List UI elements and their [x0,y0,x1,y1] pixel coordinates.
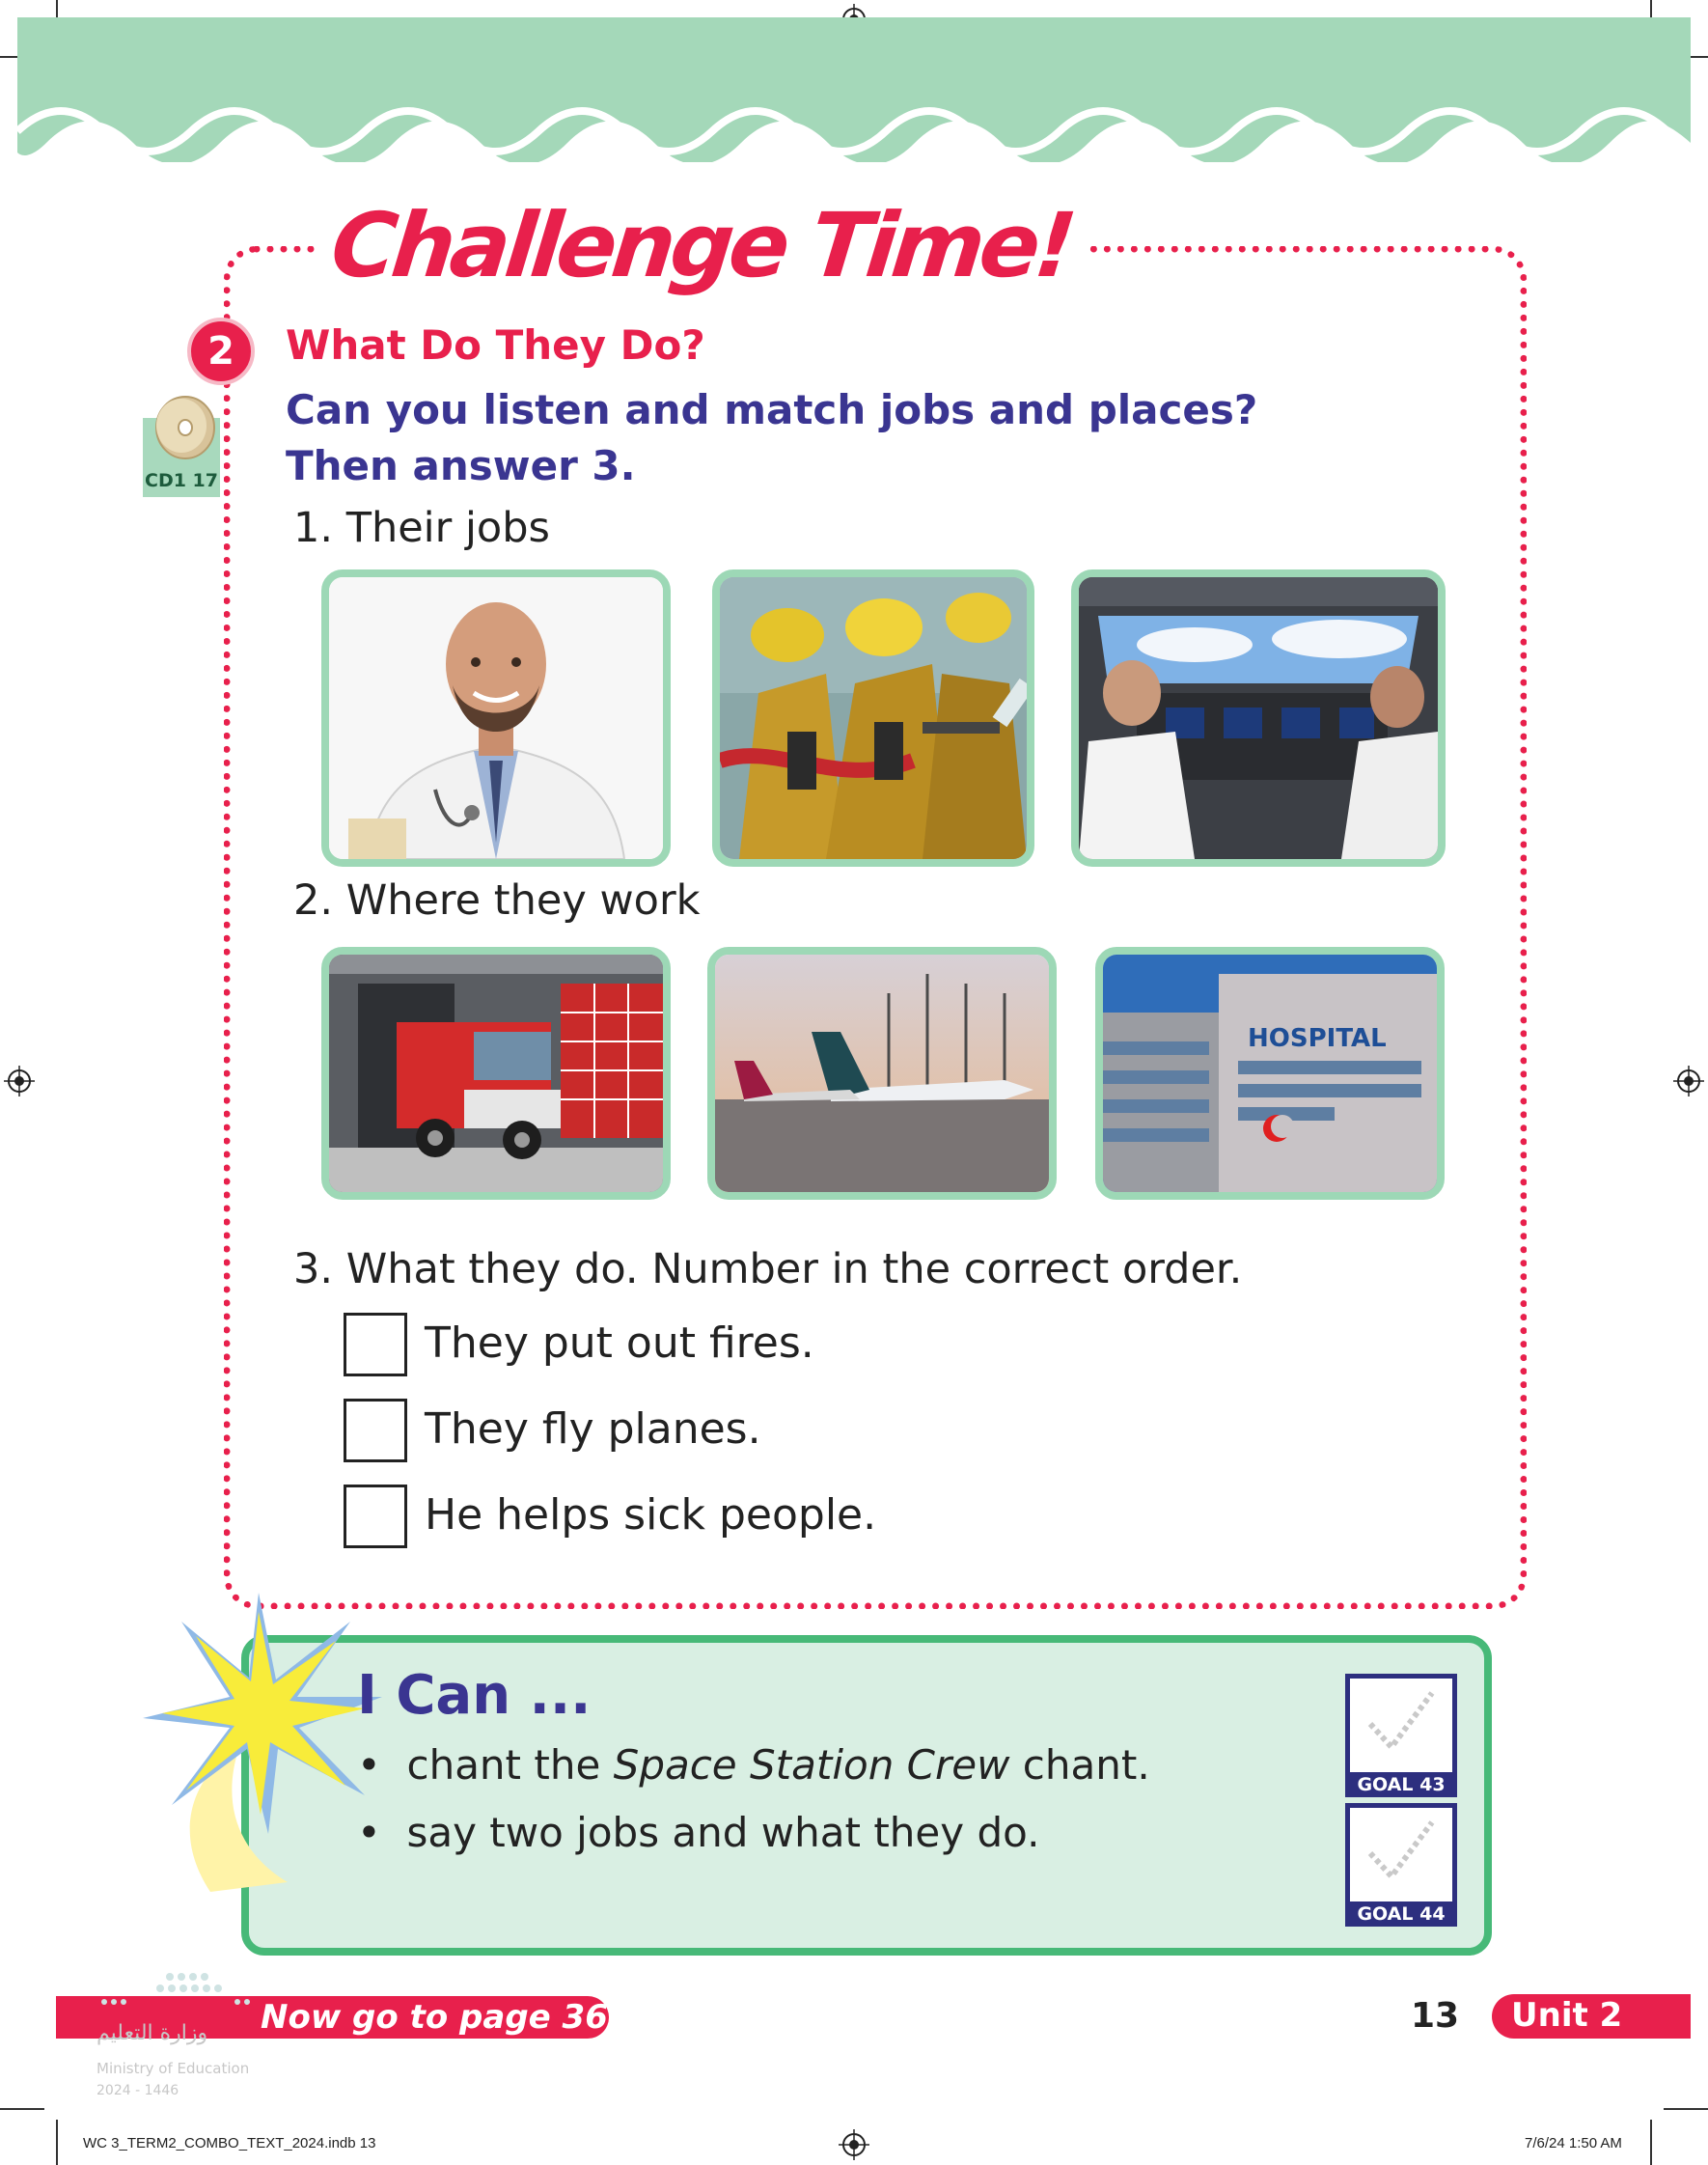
order-item-text: They fly planes. [425,1404,761,1454]
registration-mark-icon [4,1066,35,1096]
top-banner [17,17,1691,162]
hospital-image [1103,955,1437,1192]
fire-station-image [329,955,663,1192]
photo-doctor[interactable] [321,569,671,867]
ministry-name-english: Ministry of Education [96,2060,250,2077]
goal-label: GOAL 44 [1345,1901,1457,1927]
registration-mark-icon [1673,1066,1704,1096]
crop-mark [1650,2120,1652,2165]
ministry-name-arabic: وزارة التعليم [96,2021,208,2045]
photo-hospital[interactable] [1095,947,1445,1200]
goal-checkbox[interactable] [1345,1803,1457,1927]
page-number: 13 [1411,1996,1460,2036]
number-box[interactable] [344,1313,407,1376]
i-can-item-1-post: chant. [1009,1741,1150,1789]
doctor-image [329,577,663,859]
page-title: Challenge Time! [313,189,1090,303]
airport-image [715,955,1049,1192]
section-2-label: 2. Where they work [293,876,701,925]
photo-pilots[interactable] [1071,569,1446,867]
crop-mark [56,2120,58,2165]
firefighters-image [720,577,1027,859]
bullet-icon: • [357,1809,407,1856]
section-3-label: 3. What they do. Number in the correct order. [293,1245,1243,1293]
ministry-year: 2024 - 1446 [96,2083,179,2098]
registration-mark-icon [839,2129,869,2160]
order-item-text: He helps sick people. [425,1490,877,1540]
footer-link-text[interactable]: Now go to page 36 [261,1998,608,2037]
i-can-item [357,1741,1150,1789]
hospital-sign: HOSPITAL [1248,1024,1387,1053]
goal-label: GOAL 43 [1345,1772,1457,1797]
exercise-instruction: Can you listen and match jobs and places? Then answer 3. [286,386,1258,489]
crop-mark [0,2108,44,2110]
unit-label: Unit 2 [1511,1996,1623,2035]
photo-airport[interactable] [707,947,1057,1200]
goal-checkbox[interactable] [1345,1674,1457,1797]
i-can-item-1-pre: chant the [406,1741,614,1789]
checkmark-icon [1364,1687,1438,1755]
order-item-text: They put out fires. [425,1318,814,1368]
audio-track-label: CD1 17 [143,465,220,496]
exercise-number-badge: 2 [187,318,255,385]
section-1-label: 1. Their jobs [293,504,550,552]
photo-firefighters[interactable] [712,569,1034,867]
i-can-item [357,1809,1039,1856]
bullet-icon: • [357,1741,407,1789]
photo-fire-station[interactable] [321,947,671,1200]
crop-mark [1664,2108,1708,2110]
pilots-image [1079,577,1438,859]
exercise-heading: What Do They Do? [286,321,705,369]
print-slug-date: 7/6/24 1:50 AM [1525,2135,1622,2151]
i-can-title: I Can ... [357,1664,592,1727]
number-box[interactable] [344,1399,407,1462]
number-box[interactable] [344,1485,407,1548]
print-slug-file: WC 3_TERM2_COMBO_TEXT_2024.indb 13 [83,2135,376,2151]
starburst-icon [133,1583,384,1892]
i-can-item-2: say two jobs and what they do. [406,1809,1040,1856]
checkmark-icon [1364,1817,1438,1884]
chant-title: Space Station Crew [613,1741,1010,1789]
